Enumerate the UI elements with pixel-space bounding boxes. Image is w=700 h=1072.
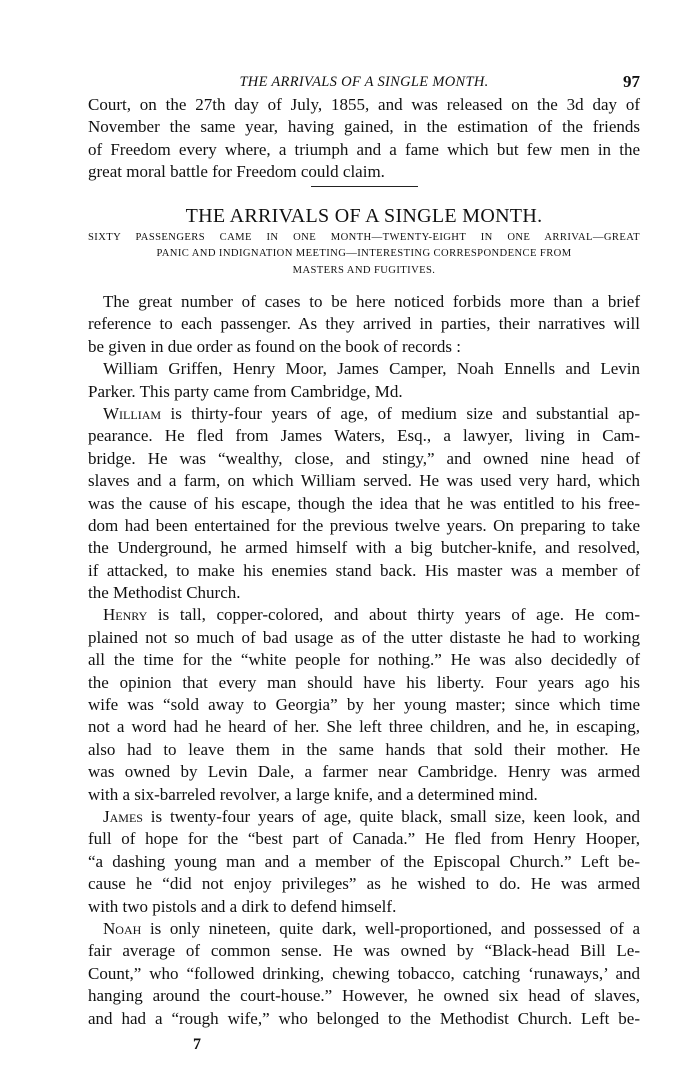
text-span: is thirty-four years of age, of medium size and substantial ap-	[161, 403, 640, 423]
text-line: was owned by Levin Dale, a farmer near Cambridge. Henry was armed	[88, 762, 640, 782]
text-line: pearance. He fled from James Waters, Esq., a lawyer, living in Cam-	[88, 426, 640, 446]
text-line: the opinion that every man should have his liberty. Four years ago his	[88, 672, 640, 692]
text-line: MASTERS AND FUGITIVES.	[292, 264, 436, 276]
body-text	[88, 291, 640, 1030]
text-line	[88, 403, 640, 425]
text-line: full of hope for the “best part of Canada.” He fled from Henry Hooper,	[88, 829, 640, 849]
signature-mark: 7	[193, 1036, 201, 1053]
paragraph	[88, 403, 640, 605]
text-line: Count,” who “followed drinking, chewing tobacco, catching ‘runaways,’ and	[88, 963, 640, 983]
text-line: not a word had he heard of her. She left three children, and he, in escaping,	[88, 717, 640, 737]
text-line: the Underground, he armed himself with a big butcher-knife, and resolved,	[88, 538, 640, 558]
passenger-name: James	[103, 806, 143, 826]
chapter-title: THE ARRIVALS OF A SINGLE MONTH.	[185, 205, 543, 227]
text-span: is tall, copper-colored, and about thirty years of age. He com-	[147, 605, 640, 625]
running-title: THE ARRIVALS OF A SINGLE MONTH.	[239, 74, 489, 90]
text-line: PANIC AND INDIGNATION MEETING—INTERESTING CORRESPONDENCE FROM	[156, 248, 572, 260]
page-number: 97	[623, 72, 640, 91]
text-line: the Methodist Church.	[88, 583, 241, 603]
text-line: William Griffen, Henry Moor, James Camper, Noah Ennells and Levin	[103, 359, 640, 379]
chapter-subtitle	[88, 230, 640, 279]
text-line: wife was “sold away to Georgia” by her young master; since which time	[88, 695, 640, 715]
text-line: of Freedom every where, a triumph and a fame which but few men in the	[88, 139, 640, 159]
text-line: and had a “rough wife,” who belonged to the Methodist Church. Left be-	[88, 1008, 640, 1028]
text-line: if attacked, to make his enemies stand back. His master was a member of	[88, 560, 640, 580]
opening-paragraph	[88, 94, 640, 184]
section-divider	[311, 186, 418, 187]
text-line: dom had been entertained for the previous twelve years. On preparing to take	[88, 515, 640, 535]
passenger-name: William	[103, 403, 162, 423]
text-line	[88, 918, 640, 940]
text-line: with a six-barreled revolver, a large knife, and a determined mind.	[88, 784, 538, 804]
text-line: The great number of cases to be here noticed forbids more than a brief	[103, 292, 640, 311]
text-line: Parker. This party came from Cambridge, Md.	[88, 381, 403, 401]
passenger-name: Noah	[103, 918, 142, 938]
text-span: is twenty-four years of age, quite black, small size, keen look, and	[142, 806, 640, 826]
text-line	[88, 604, 640, 626]
paragraph	[88, 604, 640, 806]
text-line: November the same year, having gained, in the estimation of the friends	[88, 117, 640, 137]
paragraph	[88, 291, 640, 358]
text-line: be given in due order as found on the book of records :	[88, 336, 461, 356]
text-line: Court, on the 27th day of July, 1855, and was released on the 3d day of	[88, 95, 640, 114]
text-line: all the time for the “white people for nothing.” He was also decidedly of	[88, 650, 640, 670]
text-span: is only nineteen, quite dark, well-proportioned, and possessed of a	[141, 918, 640, 938]
text-line: “a dashing young man and a member of the Episcopal Church.” Left be-	[88, 851, 640, 871]
running-head	[88, 70, 640, 94]
text-line: SIXTY PASSENGERS CAME IN ONE MONTH—TWENTY-EIGHT IN ONE ARRIVAL—GREAT	[88, 232, 640, 243]
text-line: with two pistols and a dirk to defend himself.	[88, 896, 397, 916]
text-line: hanging around the court-house.” However, he owned six head of slaves,	[88, 986, 640, 1006]
text-line: reference to each passenger. As they arrived in parties, their narratives will	[88, 314, 640, 334]
passenger-name: Henry	[103, 605, 148, 625]
text-line: plained not so much of bad usage as of the utter distaste he had to working	[88, 627, 640, 647]
paragraph	[88, 918, 640, 1030]
text-line	[88, 806, 640, 828]
text-line: slaves and a farm, on which William served. He was used very hard, which	[88, 471, 640, 491]
text-line: bridge. He was “wealthy, close, and stingy,” and owned nine head of	[88, 448, 640, 468]
paragraph	[88, 806, 640, 918]
text-line: fair average of common sense. He was owned by “Black-head Bill Le-	[88, 941, 640, 961]
paragraph	[88, 358, 640, 403]
text-line: cause he “did not enjoy privileges” as he wished to do. He was armed	[88, 874, 640, 894]
text-line: also had to leave them in the same hands that sold their mother. He	[88, 739, 640, 759]
text-line: was the cause of his escape, though the idea that he was entitled to his free-	[88, 493, 640, 513]
text-line: great moral battle for Freedom could claim.	[88, 162, 385, 182]
